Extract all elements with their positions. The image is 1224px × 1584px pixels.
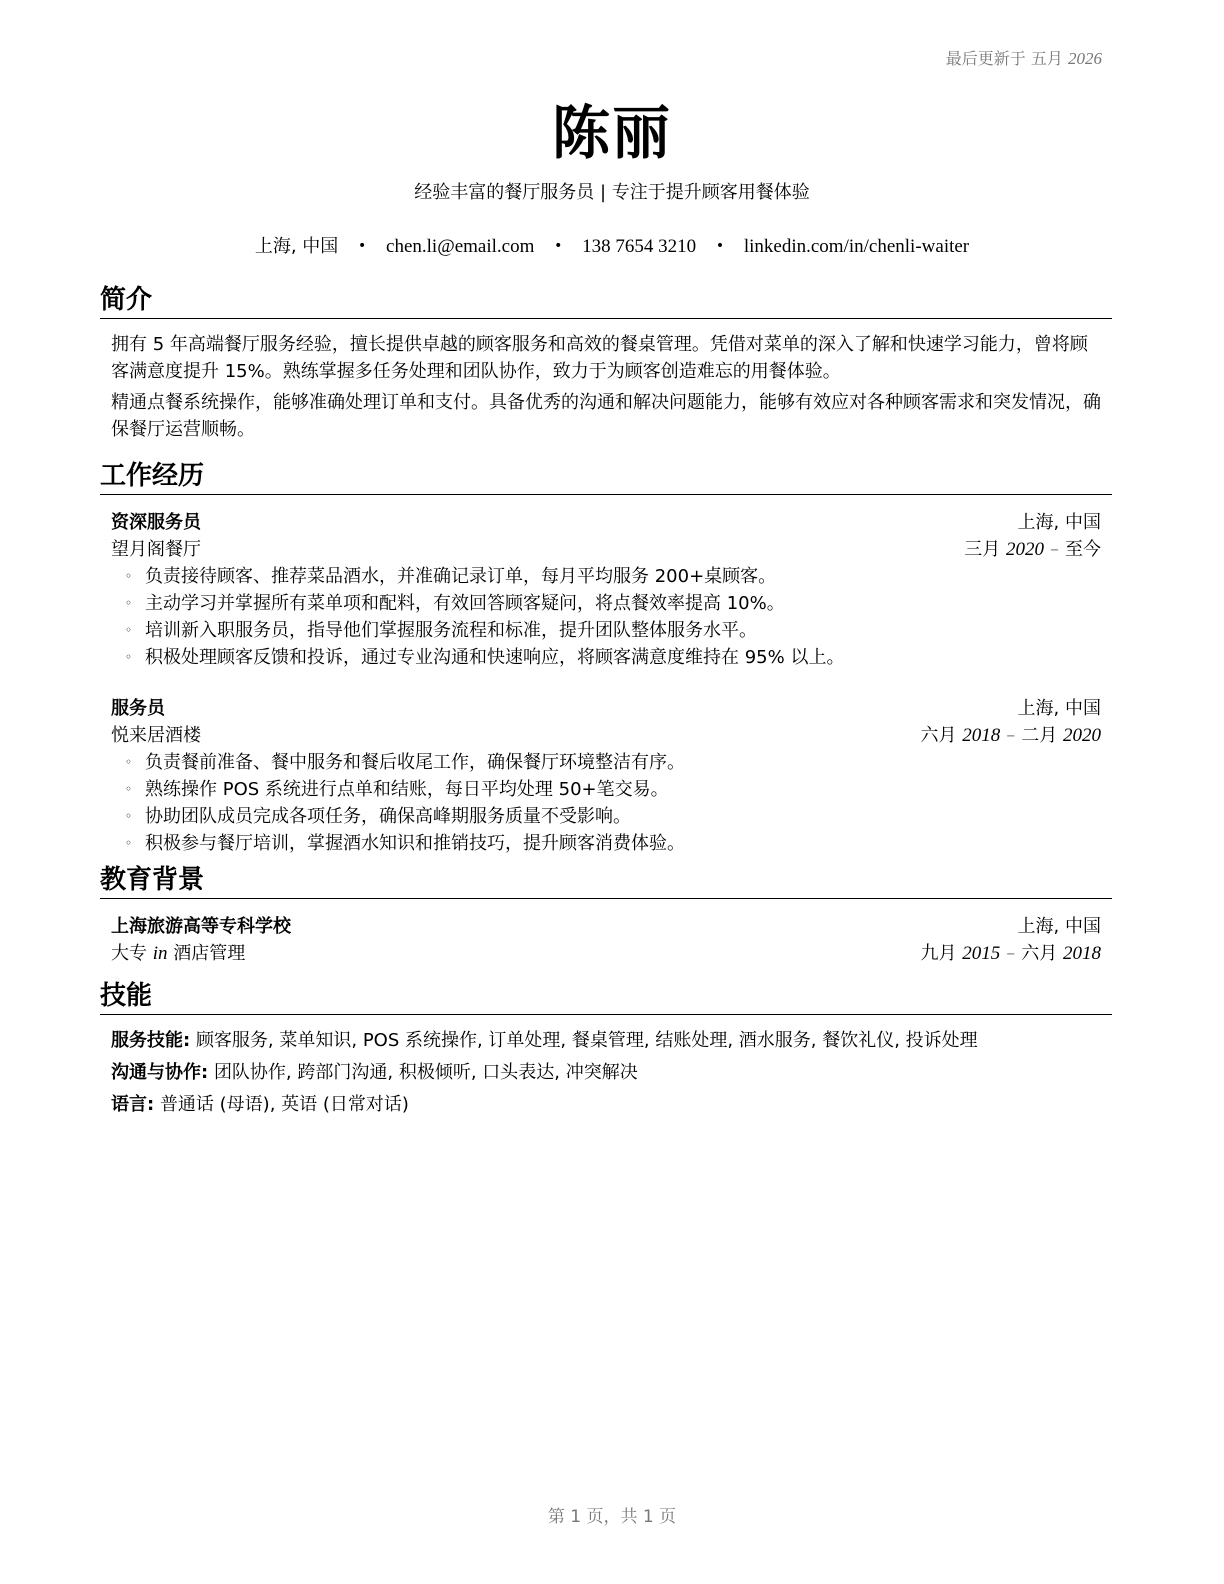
contact-email[interactable]: chen.li@email.com <box>386 236 535 257</box>
start-year: 2020 <box>1006 539 1044 560</box>
bullet-icon: ◦ <box>125 836 133 850</box>
degree-line <box>111 940 245 967</box>
major: 酒店管理 <box>173 943 246 964</box>
end-month: 六月 <box>1021 943 1058 964</box>
skill-row <box>100 1057 1112 1089</box>
education-dates <box>921 940 1101 967</box>
end-month: 二月 <box>1021 725 1058 746</box>
job-location: 上海, 中国 <box>1017 698 1101 719</box>
skill-row <box>100 1025 1112 1057</box>
job-title: 服务员 <box>111 698 165 719</box>
end-year: 2020 <box>1063 725 1101 746</box>
job-company: 悦来居酒楼 <box>111 725 201 746</box>
last-updated-year: 2026 <box>1068 49 1102 68</box>
list-item <box>125 563 1101 590</box>
last-updated-month: 五月 <box>1030 49 1063 68</box>
section-heading: 教育背景 <box>100 864 1112 899</box>
skill-value: 普通话 (母语), 英语 (日常对话) <box>159 1094 409 1115</box>
list-item <box>125 830 1101 857</box>
bullet-icon: ◦ <box>125 623 133 637</box>
last-updated <box>946 46 1102 69</box>
end-text: 至今 <box>1065 539 1101 560</box>
list-item <box>125 644 1101 671</box>
job-title: 资深服务员 <box>111 512 201 533</box>
candidate-name: 陈丽 <box>551 99 672 167</box>
section-heading: 工作经历 <box>100 460 1112 495</box>
job-bullets <box>111 563 1101 671</box>
degree: 大专 <box>111 943 147 964</box>
bullet-text: 负责接待顾客、推荐菜品酒水，并准确记录订单，每月平均服务 200+桌顾客。 <box>145 566 777 587</box>
skills-section <box>100 980 1112 1121</box>
skill-row <box>100 1089 1112 1121</box>
job-dates <box>921 722 1101 749</box>
list-item <box>125 617 1101 644</box>
summary-paragraph: 精通点餐系统操作，能够准确处理订单和支付。具备优秀的沟通和解决问题能力，能够有效应对各种顾客需求和突发情况，确保餐厅运营顺畅。 <box>111 392 1101 440</box>
bullet-icon: ◦ <box>125 782 133 796</box>
skill-label: 沟通与协作: <box>111 1062 209 1083</box>
degree-in: in <box>152 943 168 964</box>
tagline: 经验丰富的餐厅服务员 | 专注于提升顾客用餐体验 <box>414 182 810 203</box>
contact-linkedin[interactable]: linkedin.com/in/chenli-waiter <box>743 236 970 257</box>
skill-value: 顾客服务, 菜单知识, POS 系统操作, 订单处理, 餐桌管理, 结账处理, 酒水服务, 餐饮礼仪, 投诉处理 <box>195 1030 978 1051</box>
start-month: 六月 <box>920 725 957 746</box>
bullet-icon: ◦ <box>125 809 133 823</box>
contact-location: 上海, 中国 <box>254 236 339 257</box>
end-year: 2018 <box>1063 943 1101 964</box>
job-location: 上海, 中国 <box>1017 512 1101 533</box>
school-name: 上海旅游高等专科学校 <box>111 916 291 937</box>
bullet-icon: ◦ <box>125 650 133 664</box>
bullet-text: 协助团队成员完成各项任务，确保高峰期服务质量不受影响。 <box>145 806 631 827</box>
date-dash: – <box>1006 943 1016 964</box>
job-bullets <box>111 749 1101 857</box>
list-item <box>125 803 1101 830</box>
job-dates <box>964 536 1101 563</box>
bullet-icon: ◦ <box>125 596 133 610</box>
bullet-text: 主动学习并掌握所有菜单项和配料，有效回答顾客疑问，将点餐效率提高 10%。 <box>145 593 785 614</box>
school-location: 上海, 中国 <box>1017 916 1101 937</box>
skill-label: 语言: <box>111 1094 155 1115</box>
list-item <box>125 749 1101 776</box>
job-entry <box>100 509 1112 671</box>
contact-separator: • <box>715 238 725 254</box>
section-heading: 简介 <box>100 284 1112 319</box>
contact-separator: • <box>554 238 563 254</box>
education-entry <box>100 913 1112 967</box>
job-entry <box>100 695 1112 857</box>
start-year: 2018 <box>962 725 1001 746</box>
list-item <box>125 776 1101 803</box>
education-section <box>100 864 1112 967</box>
bullet-text: 培训新入职服务员，指导他们掌握服务流程和标准，提升团队整体服务水平。 <box>145 620 757 641</box>
page-footer: 第 1 页，共 1 页 <box>547 1507 677 1527</box>
contact-phone[interactable]: 138 7654 3210 <box>582 236 697 257</box>
job-company: 望月阁餐厅 <box>111 539 201 560</box>
section-heading: 技能 <box>100 980 1112 1015</box>
contact-line <box>0 232 1224 258</box>
date-dash: – <box>1050 539 1059 560</box>
bullet-text: 熟练操作 POS 系统进行点单和结账，每日平均处理 50+笔交易。 <box>145 779 669 800</box>
skill-label: 服务技能: <box>111 1030 191 1051</box>
contact-separator: • <box>358 238 367 254</box>
bullet-icon: ◦ <box>125 569 133 583</box>
bullet-text: 负责餐前准备、餐中服务和餐后收尾工作，确保餐厅环境整洁有序。 <box>145 752 685 773</box>
summary-paragraph: 拥有 5 年高端餐厅服务经验，擅长提供卓越的顾客服务和高效的餐桌管理。凭借对菜单的深入了解和快速学习能力，曾将顾客满意度提升 15%。熟练掌握多任务处理和团队协作，致力于为顾客创造难忘的用餐体验。 <box>111 334 1088 382</box>
last-updated-prefix: 最后更新于 <box>945 49 1026 68</box>
summary-section <box>100 284 1112 443</box>
start-month: 九月 <box>920 943 957 964</box>
bullet-text: 积极参与餐厅培训，掌握酒水知识和推销技巧，提升顾客消费体验。 <box>145 833 685 854</box>
experience-section <box>100 460 1112 857</box>
start-month: 三月 <box>964 539 1001 560</box>
skill-value: 团队协作, 跨部门沟通, 积极倾听, 口头表达, 冲突解决 <box>213 1062 638 1083</box>
list-item <box>125 590 1101 617</box>
date-dash: – <box>1006 725 1016 746</box>
start-year: 2015 <box>962 943 1001 964</box>
bullet-icon: ◦ <box>125 755 133 769</box>
bullet-text: 积极处理顾客反馈和投诉，通过专业沟通和快速响应，将顾客满意度维持在 95% 以上。 <box>145 647 845 668</box>
